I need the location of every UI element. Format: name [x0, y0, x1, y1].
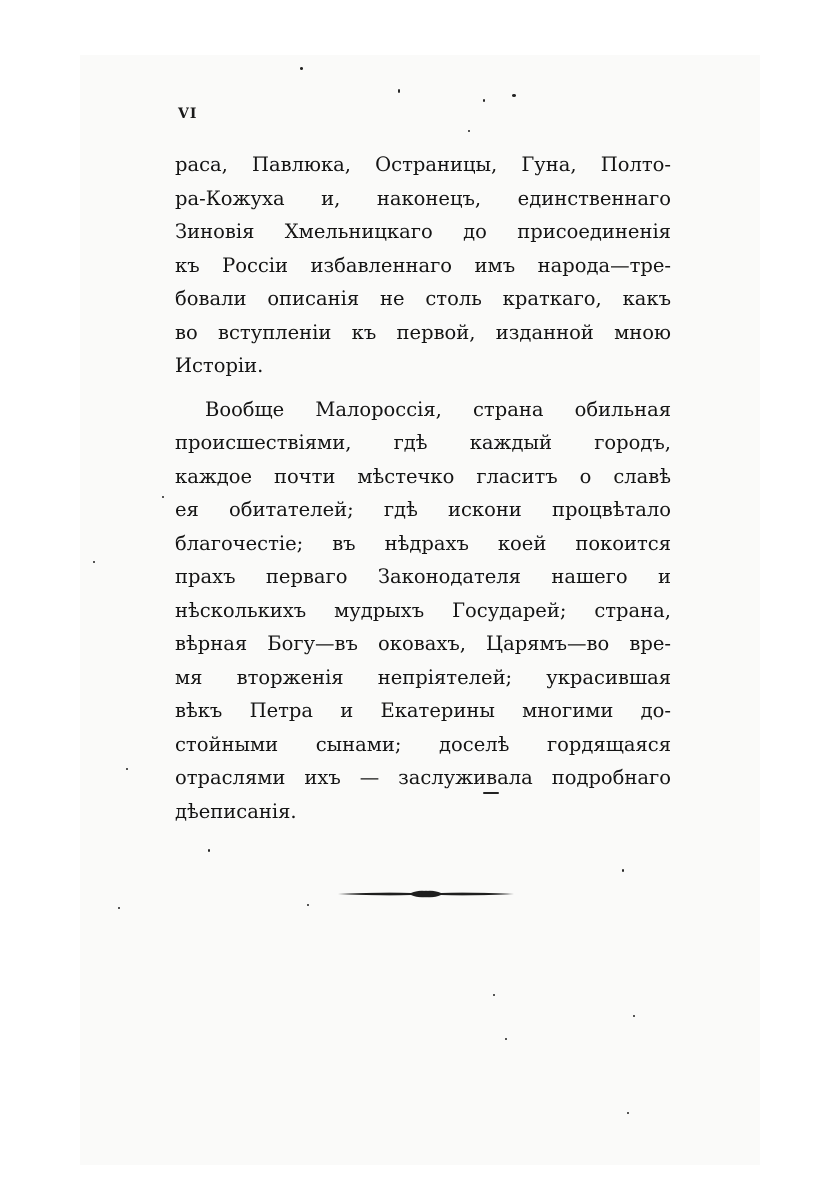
page-number: VI: [178, 106, 198, 122]
print-speck: [208, 849, 210, 852]
print-speck: [468, 130, 470, 132]
text-line: благочестіе; въ нѣдрахъ коей покоится: [175, 531, 671, 555]
print-speck: [307, 904, 309, 906]
text-line: дѣеписанія.: [175, 799, 297, 823]
print-speck: [493, 994, 495, 996]
text-line: вѣкъ Петра и Екатерины многими до-: [175, 699, 671, 722]
print-speck: [622, 869, 624, 872]
print-speck: [118, 907, 120, 909]
print-speck: [627, 1112, 629, 1114]
text-line: раса, Павлюка, Остраницы, Гуна, Полто-: [175, 153, 671, 176]
text-line: прахъ перваго Законодателя нашего и: [175, 565, 671, 588]
text-line: во вступленіи къ первой, изданной мною: [175, 320, 671, 344]
text-line: стойными сынами; доселѣ гордящаяся: [175, 732, 671, 756]
tailpiece-ornament: [336, 884, 516, 904]
body-text: [175, 148, 671, 828]
text-line: отраслями ихъ — заслуживала подробнаго: [175, 766, 671, 789]
text-line: происшествіями, гдѣ каждый городъ,: [175, 431, 671, 454]
print-speck: [483, 792, 499, 794]
print-speck: [93, 561, 95, 563]
text-line: къ Россіи избавленнаго имъ народа—тре-: [175, 253, 671, 277]
print-speck: [505, 1038, 507, 1040]
print-speck: [633, 1015, 635, 1017]
text-line: мя вторженія непріятелей; украсившая: [175, 665, 671, 689]
text-line: нѣсколькихъ мудрыхъ Государей; страна,: [175, 598, 671, 622]
print-speck: [300, 67, 303, 70]
print-speck: [162, 496, 164, 498]
text-line: Зиновія Хмельницкаго до присоединенія: [175, 220, 671, 243]
text-line: Исторіи.: [175, 354, 264, 377]
print-speck: [398, 89, 400, 93]
text-line: бовали описанія не столь краткаго, какъ: [175, 287, 671, 310]
text-line: каждое почти мѣстечко гласитъ о славѣ: [175, 464, 671, 488]
text-line: ея обитателей; гдѣ искони процвѣтало: [175, 498, 671, 521]
paragraph-gap: [175, 383, 671, 393]
text-line: Вообще Малороссія, страна обильная: [205, 397, 671, 421]
print-speck: [483, 99, 485, 102]
text-line: вѣрная Богу—въ оковахъ, Царямъ—во вре-: [175, 632, 671, 655]
print-speck: [126, 768, 128, 770]
print-speck: [512, 94, 516, 97]
text-line: ра-Кожуха и, наконецъ, единственнаго: [175, 186, 671, 210]
